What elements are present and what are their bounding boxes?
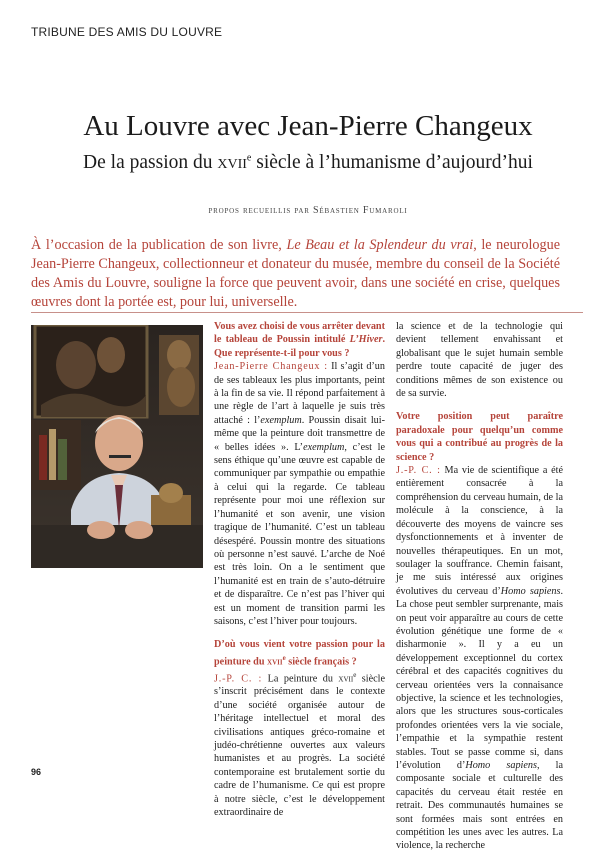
- article-subtitle: De la passion du xvii$^e$ siècle à l’humanisme d’aujourd’hui: [83, 152, 533, 173]
- page-number: 96: [31, 767, 42, 777]
- question-1: Vous avez choisi de vous arrêter devant le tableau de Poussin intitulé L’Hiver. Que représente-t-il pour vous ?: [214, 321, 385, 359]
- article-column-1: [214, 320, 385, 819]
- intro-divider: [31, 312, 583, 313]
- article-credit: propos recueillis par Sébastien Fumaroli: [208, 205, 408, 216]
- answer-1: Jean-Pierre Changeux : Il s’agit d’un de ses tableaux les plus importants, peint à la fin de sa vie. Il répond parfaitement à une règle de l’art à laquelle je suis très attaché : l’exemplum. Poussin disait lui-même que la peinture doit transmettre de « belles idées ». L’exemplum, c’est le sens éthique qu’une œuvre est capable de communiquer par sympathie ou empathie à celui qui la regarde. Ce tableau représente pour moi une réflexion sur l’humanité et son avenir, une vision tragique de l’humanité. C’est un tableau désespéré. Poussin montre des situations où personne n’est sauvé. L’arche de Noé est très loin. On a le sentiment que l’humanité est en train de s’auto-détruire et de disparaître. Ce n’est pas l’hiver qui est un moment de transition parmi les saisons, c’est l’hiver pour toujours.: [214, 361, 385, 627]
- answer-3: J.-P. C. : Ma vie de scientifique a été entièrement consacrée à la compréhension du cerveau humain, de la molécule à la conscience, à la découverte des moyens de vaincre ses dysfonctionnements et à inventer de nouvelles thérapeutiques. En un mot, soulager la souffrance. Chemin faisant, je me suis intéressé aux origines évolutives du cerveau d’Homo sapiens. La chose peut sembler surprenante, mais on peut voir apparaître au cours de cette évolution génétique une forme de « disharmonie ». Il y a eu un développement exceptionnel du cortex cérébral et des capacités cognitives du cerveau orientées vers la connaisance objective, la science et les technologies, alors que les structures sous-corticales profondes orientées vers la vie sociale, l’empathie et la sympathie restent stables. Tout se passe comme si, dans l’évolution d’Homo sapiens, la composante sociale et culturelle des capacités du cerveau était restée en retrait. Des communautés humaines se sont formées mais sont entrées en compétition les unes avec les autres. La violence, la recherche: [396, 465, 563, 852]
- speaker-initials: J.-P. C. :: [214, 672, 263, 684]
- article-column-2: [396, 320, 563, 853]
- section-label: TRIBUNE DES AMIS DU LOUVRE: [31, 25, 223, 39]
- book-title: Le Beau et la Splendeur du vrai: [286, 237, 474, 253]
- answer-2-continued: la science et de la technologie qui devient tellement envahissant et globalisant que le sujet humain semble perdre toute capacité de juger des conditions mêmes de son existence ou de sa survie.: [396, 321, 563, 400]
- answer-2: J.-P. C. : La peinture du xvii$^e$ siècle s’inscrit précisément dans le contexte d’une société organisée autour de l’héritage intellectuel et moral des civilisations antiques gréco-romaine et judéo-chrétienne ouvertes aux valeurs humanistes et au progrès. La société contemporaine est brutalement sortie du cadre de l’humanisme. Ce qui est propre à notre siècle, c’est le développement extraordinaire de: [214, 670, 385, 818]
- question-2: D’où vous vient votre passion pour la peinture du xvii$^e$ siècle français ?: [214, 639, 385, 668]
- question-3: Votre position peut paraître paradoxale pour quelqu’un comme vous qui a contribué au progrès de la science ?: [396, 411, 563, 463]
- article-title: Au Louvre avec Jean-Pierre Changeux: [83, 110, 533, 142]
- article-intro: À l’occasion de la publication de son livre, Le Beau et la Splendeur du vrai, le neurologue Jean-Pierre Changeux, collectionneur et donateur du musée, membre du conseil de la Société des Amis du Louvre, souligne la force que peuvent avoir, dans une société en crise, quelques œuvres dont la portée est, pour lui, universelle.: [31, 237, 561, 310]
- portrait-photo: [31, 325, 203, 568]
- speaker-initials: J.-P. C. :: [396, 465, 441, 477]
- speaker-name: Jean-Pierre Changeux :: [214, 361, 328, 373]
